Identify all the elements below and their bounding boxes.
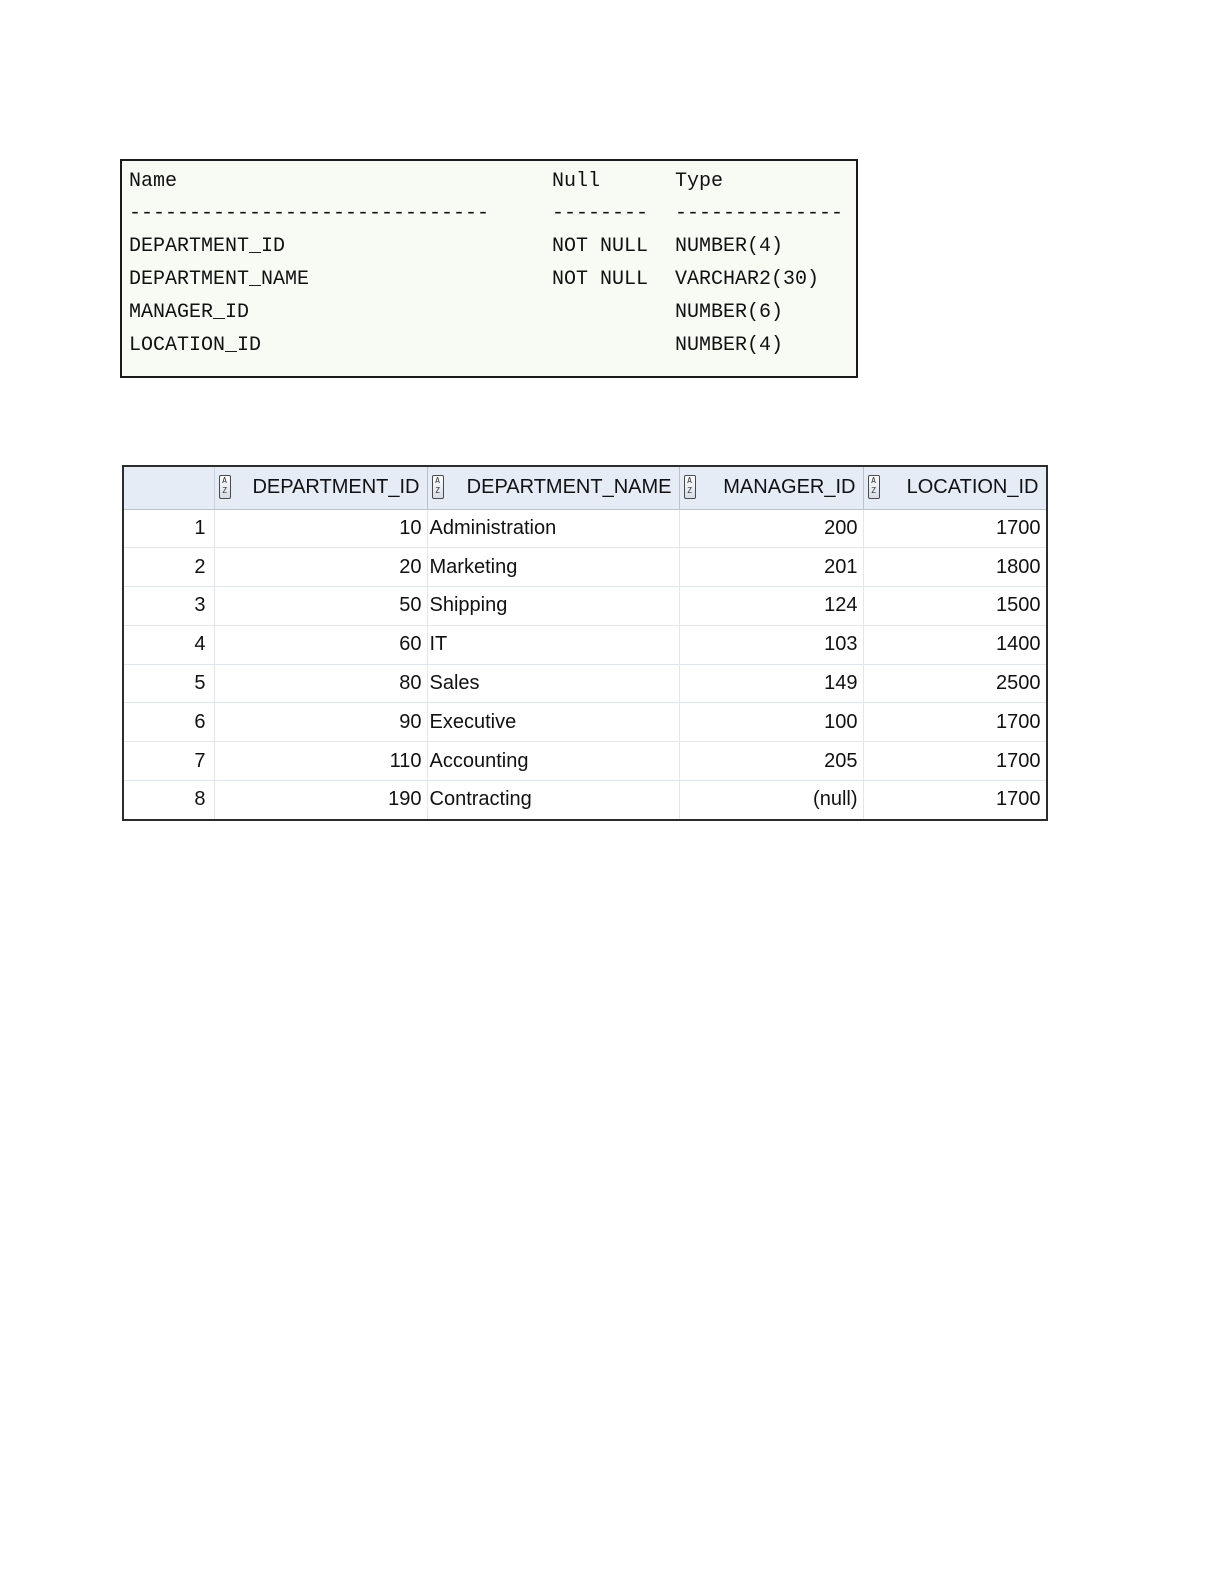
sort-az-icon[interactable]: A Z (219, 475, 231, 499)
cell-manager-id[interactable]: (null) (679, 781, 863, 820)
cell-manager-id[interactable]: 200 (679, 509, 863, 548)
column-header-label: LOCATION_ID (906, 476, 1039, 499)
cell-department-name[interactable]: Marketing (427, 548, 679, 587)
table-row[interactable] (124, 548, 1046, 587)
table-row[interactable] (124, 781, 1046, 820)
column-header-location-id[interactable] (863, 467, 1046, 509)
sort-az-icon[interactable]: A Z (868, 475, 880, 499)
cell-location-id[interactable]: 1800 (863, 548, 1046, 587)
column-header-manager-id[interactable] (679, 467, 863, 509)
row-number[interactable]: 3 (124, 587, 214, 626)
describe-output-panel (120, 159, 858, 378)
cell-department-name[interactable]: Shipping (427, 587, 679, 626)
cell-department-name[interactable]: IT (427, 625, 679, 664)
describe-row-name: DEPARTMENT_NAME (129, 268, 310, 291)
cell-location-id[interactable]: 2500 (863, 664, 1046, 703)
describe-row-name: MANAGER_ID (129, 301, 250, 324)
describe-header-name: Name (129, 170, 178, 193)
cell-department-id[interactable]: 60 (214, 625, 427, 664)
cell-manager-id[interactable]: 149 (679, 664, 863, 703)
cell-manager-id[interactable]: 124 (679, 587, 863, 626)
row-number[interactable]: 2 (124, 548, 214, 587)
cell-department-name[interactable]: Administration (427, 509, 679, 548)
describe-row-null: NOT NULL (552, 268, 649, 291)
cell-location-id[interactable]: 1700 (863, 742, 1046, 781)
column-header-label: MANAGER_ID (723, 476, 856, 499)
query-result-grid (122, 465, 1048, 821)
cell-department-id[interactable]: 190 (214, 781, 427, 820)
describe-row-type: NUMBER(6) (675, 301, 784, 324)
cell-location-id[interactable]: 1700 (863, 703, 1046, 742)
cell-department-id[interactable]: 10 (214, 509, 427, 548)
row-number[interactable]: 6 (124, 703, 214, 742)
cell-manager-id[interactable]: 100 (679, 703, 863, 742)
describe-header-type: Type (675, 170, 724, 193)
row-number[interactable]: 8 (124, 781, 214, 820)
cell-manager-id[interactable]: 201 (679, 548, 863, 587)
table-row[interactable] (124, 625, 1046, 664)
result-table (124, 467, 1047, 820)
cell-manager-id[interactable]: 205 (679, 742, 863, 781)
table-row[interactable] (124, 703, 1046, 742)
row-number[interactable]: 4 (124, 625, 214, 664)
describe-row-name: DEPARTMENT_ID (129, 235, 286, 258)
describe-row-type: NUMBER(4) (675, 235, 784, 258)
cell-location-id[interactable]: 1500 (863, 587, 1046, 626)
table-row[interactable] (124, 509, 1046, 548)
describe-separator-name: ------------------------------ (129, 202, 490, 225)
table-row[interactable] (124, 742, 1046, 781)
cell-department-id[interactable]: 50 (214, 587, 427, 626)
sort-az-icon[interactable]: A Z (684, 475, 696, 499)
row-number[interactable]: 5 (124, 664, 214, 703)
cell-department-name[interactable]: Accounting (427, 742, 679, 781)
cell-department-name[interactable]: Sales (427, 664, 679, 703)
describe-separator-null: -------- (552, 202, 649, 225)
cell-manager-id[interactable]: 103 (679, 625, 863, 664)
cell-department-id[interactable]: 20 (214, 548, 427, 587)
describe-row-null: NOT NULL (552, 235, 649, 258)
column-header-department-id[interactable] (214, 467, 427, 509)
cell-department-id[interactable]: 80 (214, 664, 427, 703)
column-header-label: DEPARTMENT_ID (252, 476, 420, 499)
header-row (124, 467, 1046, 509)
table-row[interactable] (124, 664, 1046, 703)
cell-department-name[interactable]: Executive (427, 703, 679, 742)
describe-row-type: NUMBER(4) (675, 334, 784, 357)
table-row[interactable] (124, 587, 1046, 626)
row-number[interactable]: 1 (124, 509, 214, 548)
cell-location-id[interactable]: 1700 (863, 509, 1046, 548)
row-number-header (124, 467, 214, 509)
column-header-department-name[interactable] (427, 467, 679, 509)
cell-department-id[interactable]: 110 (214, 742, 427, 781)
cell-department-id[interactable]: 90 (214, 703, 427, 742)
row-number[interactable]: 7 (124, 742, 214, 781)
describe-header-null: Null (552, 170, 601, 193)
sort-az-icon[interactable]: A Z (432, 475, 444, 499)
describe-row-name: LOCATION_ID (129, 334, 262, 357)
describe-row-type: VARCHAR2(30) (675, 268, 820, 291)
describe-separator-type: -------------- (675, 202, 844, 225)
cell-department-name[interactable]: Contracting (427, 781, 679, 820)
cell-location-id[interactable]: 1400 (863, 625, 1046, 664)
column-header-label: DEPARTMENT_NAME (466, 476, 672, 499)
cell-location-id[interactable]: 1700 (863, 781, 1046, 820)
